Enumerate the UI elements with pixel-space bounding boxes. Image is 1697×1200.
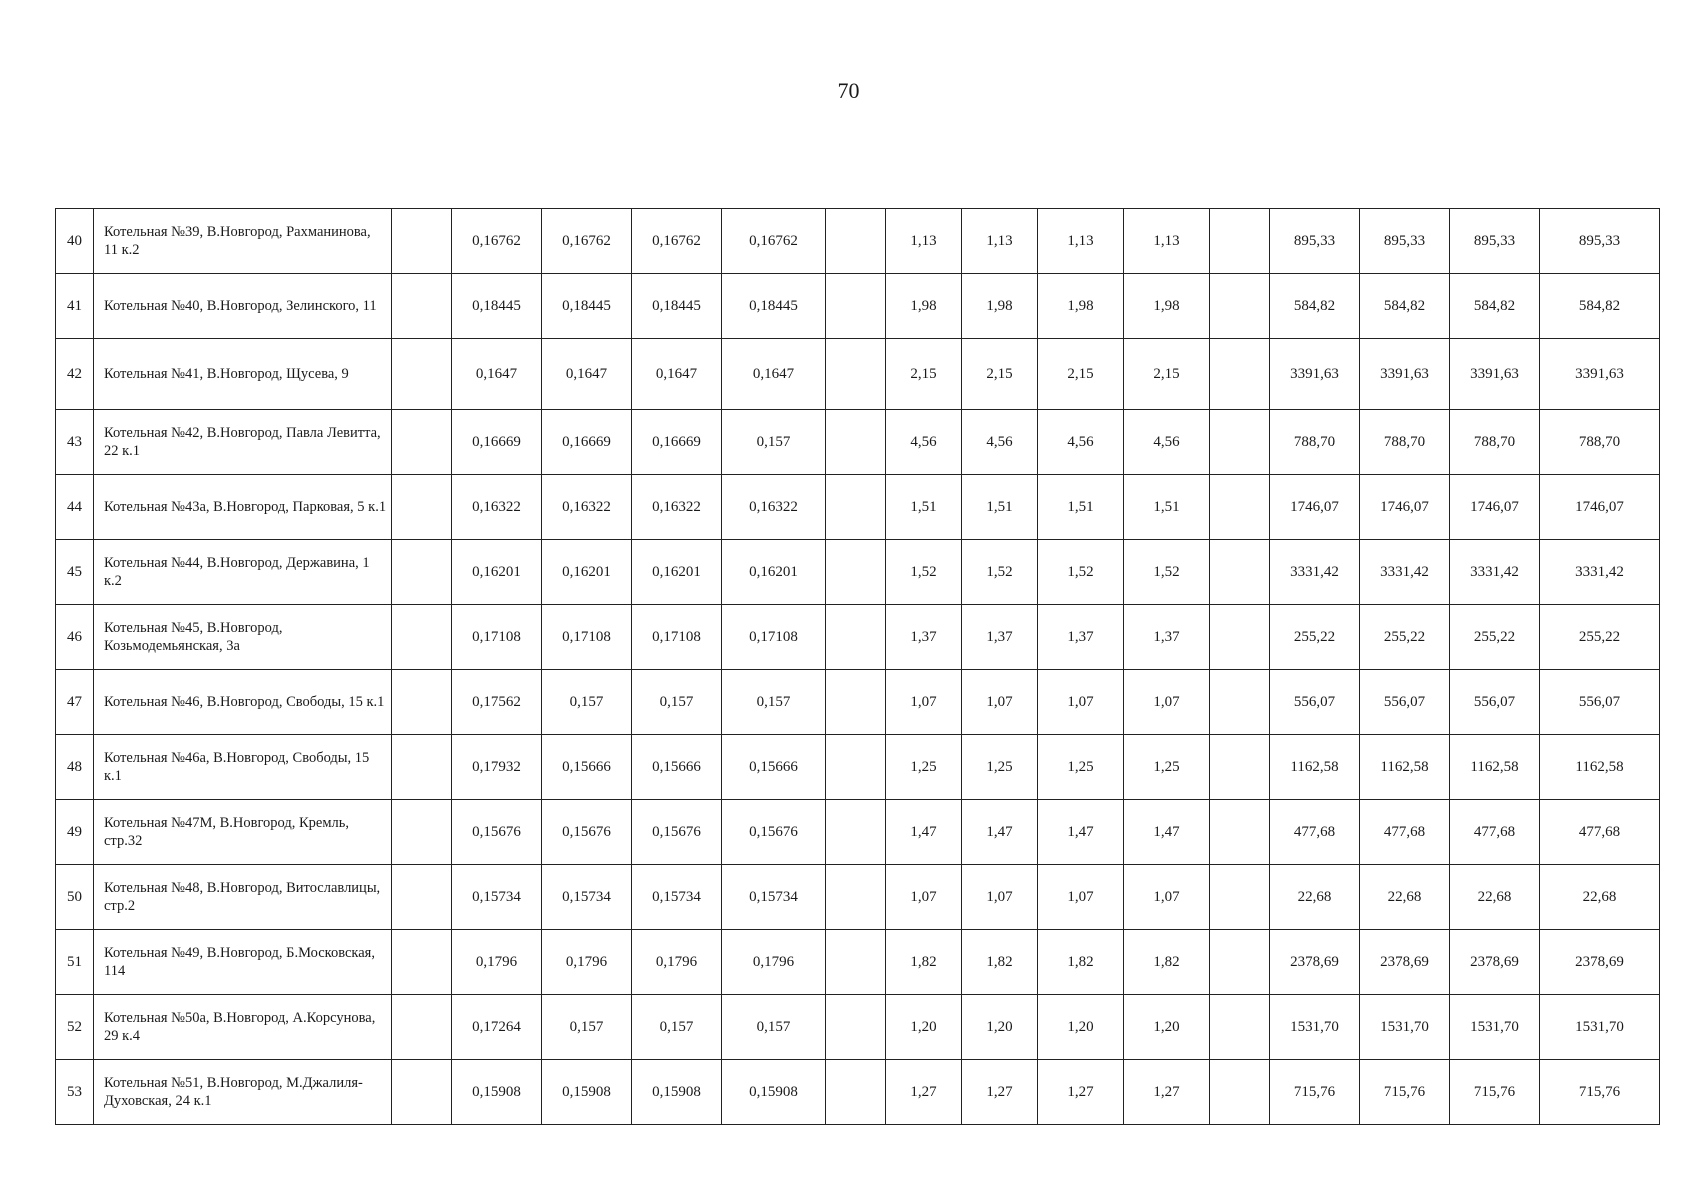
value-cell-group3: 1162,58 [1270,735,1360,800]
value-cell-group1: 0,157 [632,670,722,735]
value-cell-group1: 0,16669 [452,410,542,475]
value-cell-group2: 1,27 [1038,1060,1124,1125]
value-cell-group1: 0,15676 [542,800,632,865]
value-cell-group1: 0,157 [722,670,826,735]
value-cell-group1: 0,157 [542,670,632,735]
value-cell-group3: 556,07 [1450,670,1540,735]
value-cell-group2: 1,07 [886,670,962,735]
value-cell-group3: 895,33 [1540,209,1660,274]
empty-cell [826,865,886,930]
row-number-cell: 50 [56,865,94,930]
value-cell-group3: 2378,69 [1270,930,1360,995]
value-cell-group2: 4,56 [962,410,1038,475]
row-number-cell: 49 [56,800,94,865]
value-cell-group1: 0,1796 [632,930,722,995]
value-cell-group1: 0,15908 [632,1060,722,1125]
empty-cell [392,540,452,605]
value-cell-group3: 3391,63 [1270,339,1360,410]
value-cell-group2: 1,07 [886,865,962,930]
value-cell-group1: 0,17108 [632,605,722,670]
value-cell-group1: 0,16669 [632,410,722,475]
table-row [56,605,1660,670]
value-cell-group1: 0,1647 [722,339,826,410]
value-cell-group2: 1,98 [886,274,962,339]
value-cell-group3: 1162,58 [1540,735,1660,800]
empty-cell [1210,800,1270,865]
value-cell-group3: 3391,63 [1540,339,1660,410]
value-cell-group1: 0,1796 [722,930,826,995]
value-cell-group3: 3331,42 [1270,540,1360,605]
empty-cell [392,670,452,735]
empty-cell [392,475,452,540]
value-cell-group3: 1746,07 [1360,475,1450,540]
table-row [56,209,1660,274]
value-cell-group2: 1,51 [1038,475,1124,540]
value-cell-group2: 1,20 [886,995,962,1060]
value-cell-group2: 4,56 [1124,410,1210,475]
value-cell-group3: 715,76 [1360,1060,1450,1125]
value-cell-group3: 2378,69 [1360,930,1450,995]
empty-cell [1210,475,1270,540]
value-cell-group2: 1,37 [962,605,1038,670]
empty-cell [826,930,886,995]
value-cell-group2: 1,82 [962,930,1038,995]
empty-cell [1210,995,1270,1060]
boiler-name-cell: Котельная №43а, В.Новгород, Парковая, 5 к.1 [94,475,392,540]
value-cell-group3: 556,07 [1270,670,1360,735]
value-cell-group3: 3331,42 [1540,540,1660,605]
value-cell-group3: 1531,70 [1360,995,1450,1060]
value-cell-group1: 0,17108 [542,605,632,670]
empty-cell [1210,339,1270,410]
value-cell-group1: 0,1647 [452,339,542,410]
value-cell-group1: 0,16322 [722,475,826,540]
value-cell-group2: 1,52 [1038,540,1124,605]
empty-cell [1210,865,1270,930]
value-cell-group2: 1,07 [962,865,1038,930]
boiler-name-cell: Котельная №41, В.Новгород, Щусева, 9 [94,339,392,410]
empty-cell [826,540,886,605]
row-number-cell: 52 [56,995,94,1060]
empty-cell [826,995,886,1060]
empty-cell [826,209,886,274]
empty-cell [826,410,886,475]
value-cell-group3: 2378,69 [1450,930,1540,995]
tariff-table [55,208,1660,1125]
value-cell-group2: 2,15 [1124,339,1210,410]
value-cell-group1: 0,15666 [542,735,632,800]
value-cell-group1: 0,17264 [452,995,542,1060]
boiler-name-cell: Котельная №46а, В.Новгород, Свободы, 15 к.1 [94,735,392,800]
boiler-name-cell: Котельная №46, В.Новгород, Свободы, 15 к.1 [94,670,392,735]
value-cell-group2: 1,07 [1124,670,1210,735]
value-cell-group2: 1,20 [1124,995,1210,1060]
value-cell-group1: 0,16201 [452,540,542,605]
value-cell-group3: 895,33 [1450,209,1540,274]
value-cell-group2: 1,47 [1124,800,1210,865]
row-number-cell: 51 [56,930,94,995]
value-cell-group3: 715,76 [1450,1060,1540,1125]
value-cell-group2: 1,07 [1038,670,1124,735]
value-cell-group3: 1746,07 [1450,475,1540,540]
value-cell-group2: 2,15 [962,339,1038,410]
value-cell-group3: 22,68 [1360,865,1450,930]
value-cell-group2: 1,51 [886,475,962,540]
value-cell-group2: 1,27 [962,1060,1038,1125]
row-number-cell: 45 [56,540,94,605]
empty-cell [1210,274,1270,339]
row-number-cell: 44 [56,475,94,540]
empty-cell [826,605,886,670]
value-cell-group3: 556,07 [1360,670,1450,735]
value-cell-group2: 1,25 [1124,735,1210,800]
empty-cell [1210,540,1270,605]
table-row [56,339,1660,410]
value-cell-group2: 1,98 [1038,274,1124,339]
value-cell-group3: 584,82 [1270,274,1360,339]
value-cell-group1: 0,15734 [722,865,826,930]
table-row [56,410,1660,475]
table-row [56,930,1660,995]
value-cell-group2: 2,15 [886,339,962,410]
value-cell-group3: 22,68 [1540,865,1660,930]
value-cell-group1: 0,15734 [632,865,722,930]
value-cell-group3: 1162,58 [1450,735,1540,800]
value-cell-group1: 0,1647 [632,339,722,410]
empty-cell [392,1060,452,1125]
table-row [56,735,1660,800]
value-cell-group3: 22,68 [1270,865,1360,930]
row-number-cell: 40 [56,209,94,274]
value-cell-group3: 1746,07 [1270,475,1360,540]
value-cell-group1: 0,17932 [452,735,542,800]
value-cell-group2: 1,07 [1038,865,1124,930]
value-cell-group3: 1531,70 [1270,995,1360,1060]
value-cell-group1: 0,17108 [452,605,542,670]
row-number-cell: 41 [56,274,94,339]
value-cell-group1: 0,15908 [542,1060,632,1125]
value-cell-group2: 2,15 [1038,339,1124,410]
boiler-name-cell: Котельная №49, В.Новгород, Б.Московская, 114 [94,930,392,995]
value-cell-group2: 1,13 [1038,209,1124,274]
empty-cell [1210,670,1270,735]
value-cell-group1: 0,1796 [542,930,632,995]
empty-cell [392,865,452,930]
value-cell-group3: 895,33 [1360,209,1450,274]
value-cell-group2: 1,27 [886,1060,962,1125]
value-cell-group1: 0,18445 [542,274,632,339]
value-cell-group3: 255,22 [1450,605,1540,670]
value-cell-group1: 0,16762 [542,209,632,274]
page-number: 70 [837,78,860,103]
value-cell-group1: 0,15676 [632,800,722,865]
table-body [56,209,1660,1125]
value-cell-group3: 1531,70 [1540,995,1660,1060]
row-number-cell: 42 [56,339,94,410]
empty-cell [392,930,452,995]
empty-cell [392,410,452,475]
value-cell-group2: 1,20 [962,995,1038,1060]
value-cell-group1: 0,18445 [722,274,826,339]
row-number-cell: 43 [56,410,94,475]
value-cell-group2: 1,98 [962,274,1038,339]
value-cell-group2: 1,07 [962,670,1038,735]
table-row [56,540,1660,605]
empty-cell [826,339,886,410]
value-cell-group1: 0,16201 [542,540,632,605]
value-cell-group1: 0,157 [722,995,826,1060]
value-cell-group3: 3391,63 [1450,339,1540,410]
value-cell-group3: 895,33 [1270,209,1360,274]
empty-cell [392,800,452,865]
value-cell-group3: 255,22 [1270,605,1360,670]
value-cell-group3: 1162,58 [1360,735,1450,800]
value-cell-group3: 477,68 [1540,800,1660,865]
value-cell-group1: 0,1796 [452,930,542,995]
value-cell-group1: 0,15734 [452,865,542,930]
value-cell-group3: 788,70 [1540,410,1660,475]
boiler-name-cell: Котельная №50а, В.Новгород, А.Корсунова, 29 к.4 [94,995,392,1060]
value-cell-group3: 788,70 [1450,410,1540,475]
value-cell-group3: 477,68 [1450,800,1540,865]
value-cell-group1: 0,157 [542,995,632,1060]
value-cell-group1: 0,157 [722,410,826,475]
value-cell-group2: 1,82 [886,930,962,995]
empty-cell [826,670,886,735]
boiler-name-cell: Котельная №45, В.Новгород, Козьмодемьянская, 3а [94,605,392,670]
empty-cell [826,800,886,865]
value-cell-group3: 715,76 [1540,1060,1660,1125]
value-cell-group2: 4,56 [1038,410,1124,475]
empty-cell [1210,735,1270,800]
value-cell-group3: 3391,63 [1360,339,1450,410]
table-row [56,995,1660,1060]
value-cell-group2: 1,13 [962,209,1038,274]
boiler-name-cell: Котельная №48, В.Новгород, Витославлицы, стр.2 [94,865,392,930]
empty-cell [392,274,452,339]
value-cell-group1: 0,15676 [722,800,826,865]
row-number-cell: 46 [56,605,94,670]
empty-cell [826,1060,886,1125]
table-row [56,865,1660,930]
value-cell-group3: 255,22 [1540,605,1660,670]
value-cell-group2: 4,56 [886,410,962,475]
value-cell-group1: 0,16322 [542,475,632,540]
value-cell-group2: 1,13 [886,209,962,274]
boiler-name-cell: Котельная №47М, В.Новгород, Кремль, стр.32 [94,800,392,865]
empty-cell [392,605,452,670]
value-cell-group2: 1,47 [962,800,1038,865]
value-cell-group1: 0,16762 [632,209,722,274]
value-cell-group1: 0,17108 [722,605,826,670]
table-row [56,274,1660,339]
empty-cell [826,274,886,339]
value-cell-group3: 3331,42 [1450,540,1540,605]
value-cell-group2: 1,52 [886,540,962,605]
value-cell-group3: 556,07 [1540,670,1660,735]
empty-cell [392,735,452,800]
empty-cell [392,209,452,274]
value-cell-group2: 1,51 [1124,475,1210,540]
empty-cell [392,339,452,410]
table-row [56,475,1660,540]
value-cell-group2: 1,37 [886,605,962,670]
value-cell-group1: 0,18445 [452,274,542,339]
value-cell-group2: 1,82 [1038,930,1124,995]
empty-cell [392,995,452,1060]
value-cell-group3: 584,82 [1360,274,1450,339]
value-cell-group1: 0,18445 [632,274,722,339]
value-cell-group3: 1746,07 [1540,475,1660,540]
empty-cell [1210,410,1270,475]
value-cell-group3: 788,70 [1360,410,1450,475]
value-cell-group3: 477,68 [1360,800,1450,865]
row-number-cell: 48 [56,735,94,800]
value-cell-group1: 0,16322 [452,475,542,540]
value-cell-group2: 1,37 [1124,605,1210,670]
boiler-name-cell: Котельная №39, В.Новгород, Рахманинова, 11 к.2 [94,209,392,274]
value-cell-group3: 584,82 [1450,274,1540,339]
boiler-name-cell: Котельная №42, В.Новгород, Павла Левитта, 22 к.1 [94,410,392,475]
row-number-cell: 47 [56,670,94,735]
boiler-name-cell: Котельная №40, В.Новгород, Зелинского, 11 [94,274,392,339]
empty-cell [826,735,886,800]
value-cell-group1: 0,16201 [632,540,722,605]
value-cell-group2: 1,47 [886,800,962,865]
table-row [56,1060,1660,1125]
value-cell-group1: 0,15676 [452,800,542,865]
empty-cell [1210,1060,1270,1125]
value-cell-group2: 1,51 [962,475,1038,540]
value-cell-group2: 1,82 [1124,930,1210,995]
empty-cell [1210,605,1270,670]
value-cell-group2: 1,27 [1124,1060,1210,1125]
value-cell-group2: 1,25 [1038,735,1124,800]
table-row [56,670,1660,735]
value-cell-group1: 0,16201 [722,540,826,605]
empty-cell [1210,930,1270,995]
boiler-name-cell: Котельная №44, В.Новгород, Державина, 1 к.2 [94,540,392,605]
value-cell-group1: 0,16669 [542,410,632,475]
value-cell-group3: 477,68 [1270,800,1360,865]
value-cell-group2: 1,37 [1038,605,1124,670]
row-number-cell: 53 [56,1060,94,1125]
value-cell-group3: 2378,69 [1540,930,1660,995]
value-cell-group1: 0,15666 [632,735,722,800]
value-cell-group2: 1,07 [1124,865,1210,930]
value-cell-group2: 1,25 [962,735,1038,800]
value-cell-group1: 0,1647 [542,339,632,410]
value-cell-group3: 1531,70 [1450,995,1540,1060]
value-cell-group2: 1,52 [962,540,1038,605]
value-cell-group1: 0,157 [632,995,722,1060]
value-cell-group2: 1,13 [1124,209,1210,274]
value-cell-group2: 1,52 [1124,540,1210,605]
table-row [56,800,1660,865]
value-cell-group1: 0,15734 [542,865,632,930]
value-cell-group1: 0,15908 [452,1060,542,1125]
value-cell-group2: 1,25 [886,735,962,800]
boiler-name-cell: Котельная №51, В.Новгород, М.Джалиля-Духовская, 24 к.1 [94,1060,392,1125]
value-cell-group2: 1,20 [1038,995,1124,1060]
value-cell-group3: 255,22 [1360,605,1450,670]
value-cell-group3: 22,68 [1450,865,1540,930]
value-cell-group2: 1,47 [1038,800,1124,865]
value-cell-group1: 0,16322 [632,475,722,540]
value-cell-group3: 3331,42 [1360,540,1450,605]
value-cell-group1: 0,15908 [722,1060,826,1125]
value-cell-group1: 0,15666 [722,735,826,800]
value-cell-group1: 0,16762 [722,209,826,274]
value-cell-group3: 584,82 [1540,274,1660,339]
value-cell-group1: 0,16762 [452,209,542,274]
value-cell-group2: 1,98 [1124,274,1210,339]
empty-cell [826,475,886,540]
value-cell-group3: 715,76 [1270,1060,1360,1125]
value-cell-group1: 0,17562 [452,670,542,735]
empty-cell [1210,209,1270,274]
value-cell-group3: 788,70 [1270,410,1360,475]
